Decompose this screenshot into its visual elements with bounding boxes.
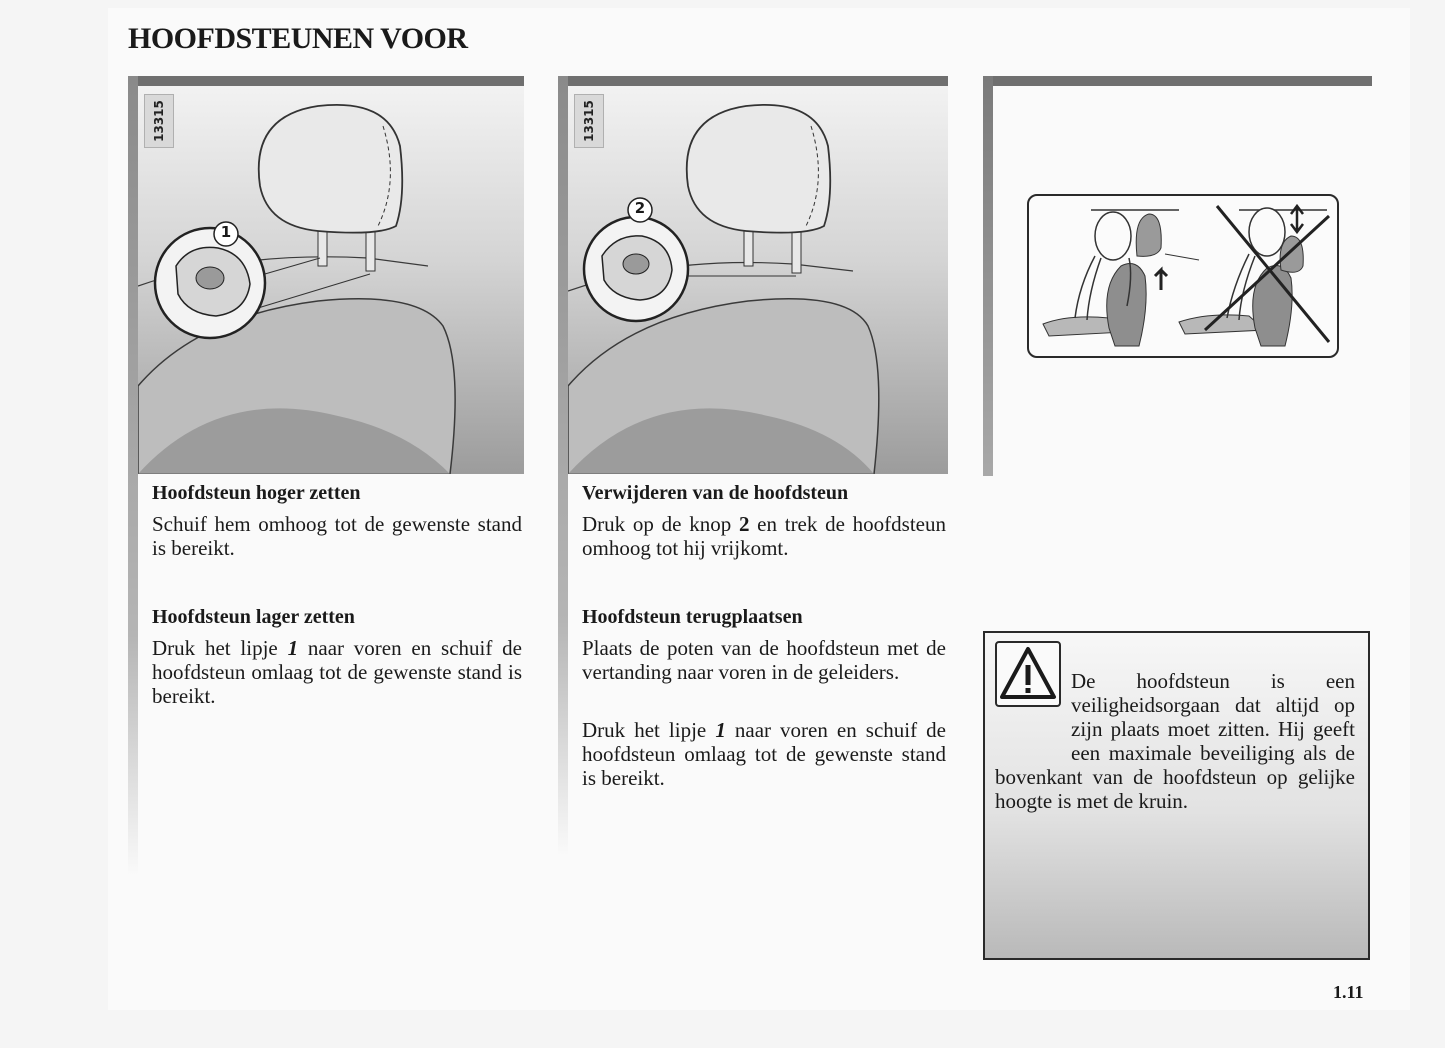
column2-side-rule	[558, 76, 568, 856]
column2-top-rule	[558, 76, 948, 86]
headrest-illustration	[568, 86, 948, 474]
text-refit-headrest: Plaats de poten van de hoofdsteun met de vertanding naar voren in de geleiders.	[582, 636, 946, 684]
posture-illustration	[1029, 196, 1337, 356]
page-number: 1.11	[1333, 982, 1364, 1002]
page-title: HOOFDSTEUNEN VOOR	[128, 22, 468, 55]
column3-side-rule	[983, 76, 993, 476]
text-lower-headrest: Druk het lipje 1 naar voren en schuif de hoofdsteun omlaag tot de gewenste stand is bereikt.	[152, 636, 522, 708]
callout-number: 1	[220, 223, 232, 241]
text-refit-lower: Druk het lipje 1 naar voren en schuif de hoofdsteun omlaag tot de gewenste stand is bereikt.	[582, 718, 946, 790]
text-remove-headrest: Druk op de knop 2 en trek de hoofdsteun omhoog tot hij vrijkomt.	[582, 512, 946, 560]
text-raise-headrest: Schuif hem omhoog tot de gewenste stand is bereikt.	[152, 512, 522, 560]
figure-reference: 13315	[574, 94, 604, 148]
column1-side-rule	[128, 76, 138, 876]
heading-raise-headrest: Hoofdsteun hoger zetten	[152, 482, 361, 504]
column3-top-rule	[983, 76, 1372, 86]
heading-refit-headrest: Hoofdsteun terugplaatsen	[582, 606, 803, 628]
warning-box	[983, 631, 1370, 960]
figure-raise-headrest	[138, 86, 524, 474]
callout-number: 2	[634, 199, 646, 217]
heading-remove-headrest: Verwijderen van de hoofdsteun	[582, 482, 849, 504]
column1-top-rule	[128, 76, 524, 86]
headrest-illustration	[138, 86, 524, 474]
warning-text: De hoofdsteun is een veiligheidsorgaan dat altijd op zijn plaats moet zitten. Hij geeft een maximale beveiliging als de bovenkant van de hoofdsteun op gelijke hoogte is met de kruin.	[995, 669, 1355, 813]
figure-reference: 13315	[144, 94, 174, 148]
figure-headrest-position	[1027, 194, 1339, 358]
figure-remove-headrest	[568, 86, 948, 474]
heading-lower-headrest: Hoofdsteun lager zetten	[152, 606, 355, 628]
